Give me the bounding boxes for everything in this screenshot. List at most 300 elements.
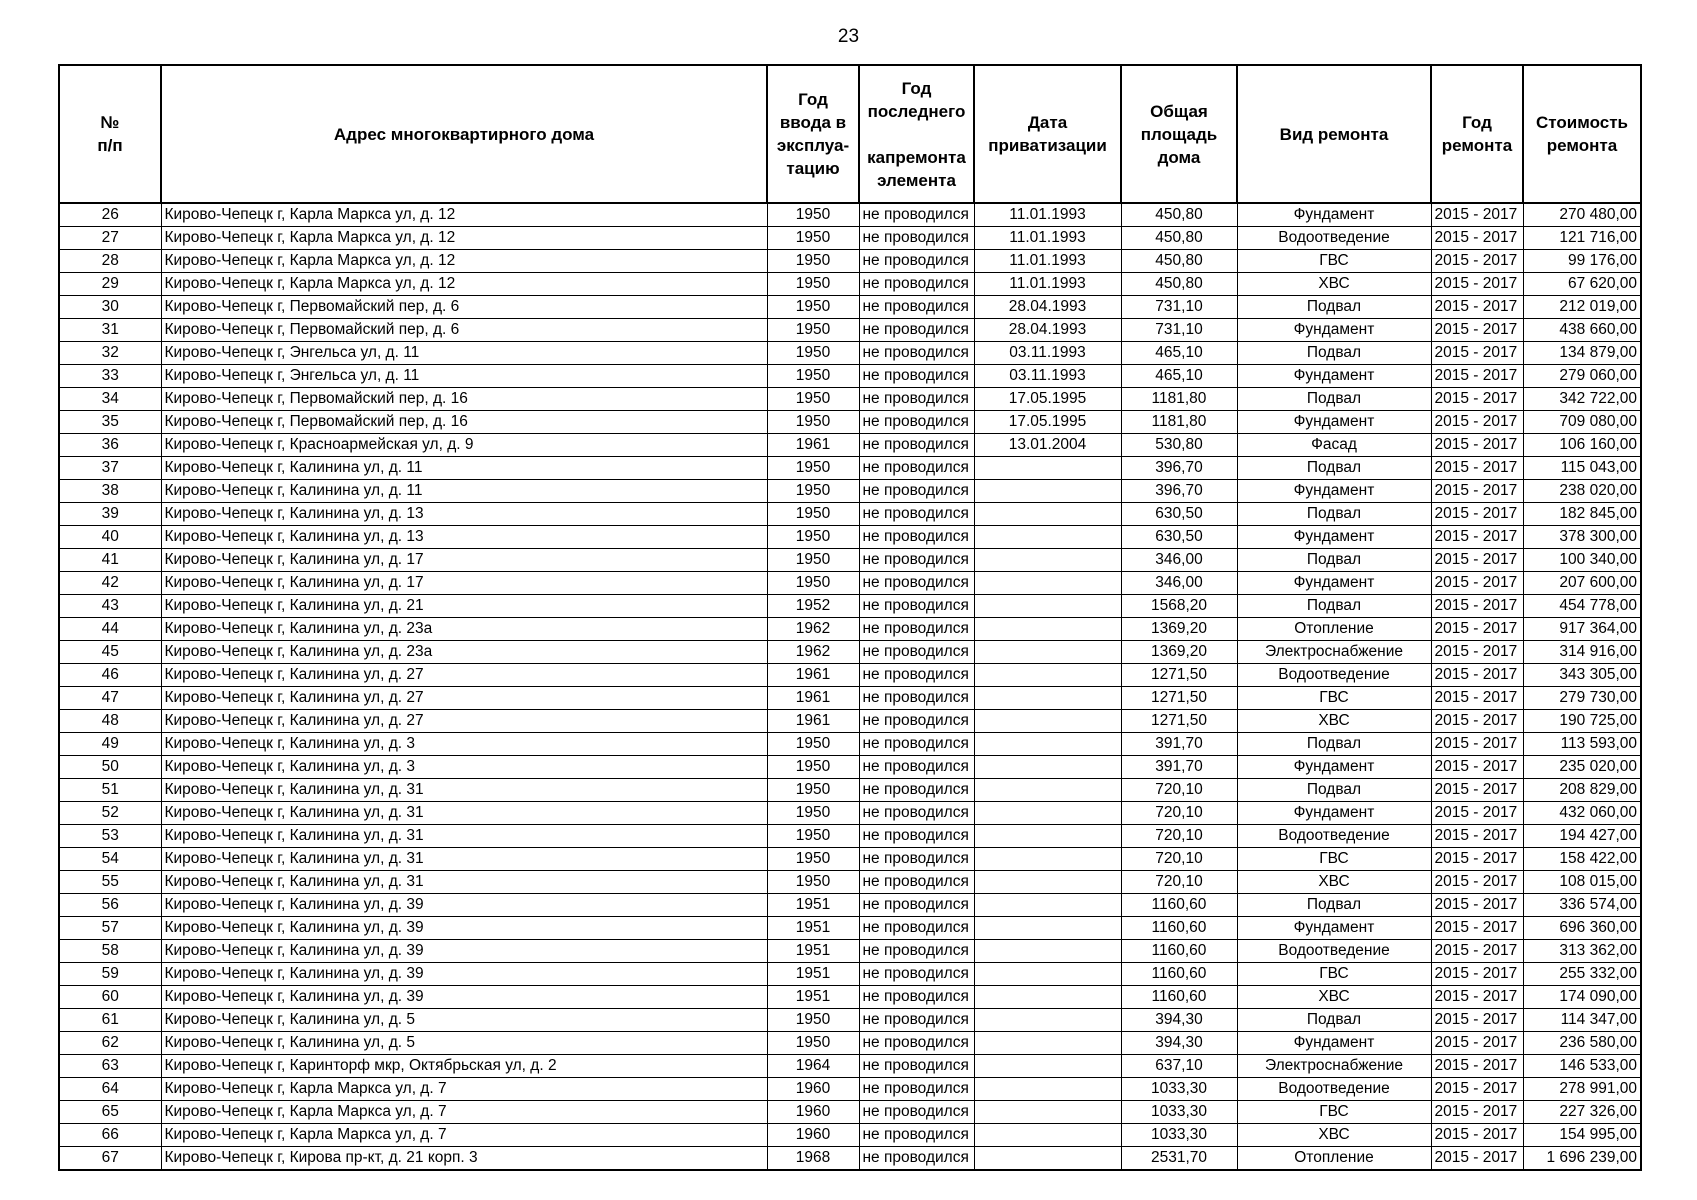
cell-area: 396,70 (1121, 480, 1237, 503)
cell-year-built: 1950 (767, 756, 859, 779)
cell-address: Кирово-Чепецк г, Калинина ул, д. 31 (161, 848, 767, 871)
cell-repair-type: Подвал (1237, 595, 1431, 618)
cell-year-built: 1951 (767, 963, 859, 986)
cell-year-built: 1961 (767, 710, 859, 733)
table-row (59, 848, 1641, 871)
cell-num: 65 (59, 1101, 161, 1124)
cell-num: 46 (59, 664, 161, 687)
cell-last-repair: не проводился (859, 203, 974, 227)
cell-repair-year: 2015 - 2017 (1431, 503, 1523, 526)
cell-year-built: 1951 (767, 940, 859, 963)
cell-repair-year: 2015 - 2017 (1431, 1147, 1523, 1171)
cell-repair-year: 2015 - 2017 (1431, 457, 1523, 480)
cell-repair-year: 2015 - 2017 (1431, 664, 1523, 687)
cell-num: 51 (59, 779, 161, 802)
cell-cost: 238 020,00 (1523, 480, 1641, 503)
cell-address: Кирово-Чепецк г, Калинина ул, д. 27 (161, 664, 767, 687)
cell-last-repair: не проводился (859, 250, 974, 273)
cell-address: Кирово-Чепецк г, Калинина ул, д. 13 (161, 503, 767, 526)
cell-privatization (974, 802, 1121, 825)
cell-repair-year: 2015 - 2017 (1431, 411, 1523, 434)
cell-repair-type: Подвал (1237, 296, 1431, 319)
table-row (59, 641, 1641, 664)
cell-privatization: 11.01.1993 (974, 203, 1121, 227)
cell-cost: 134 879,00 (1523, 342, 1641, 365)
cell-year-built: 1961 (767, 434, 859, 457)
cell-repair-type: ХВС (1237, 1124, 1431, 1147)
cell-num: 48 (59, 710, 161, 733)
cell-last-repair: не проводился (859, 848, 974, 871)
cell-cost: 227 326,00 (1523, 1101, 1641, 1124)
page-number: 23 (837, 26, 860, 47)
cell-privatization (974, 503, 1121, 526)
cell-privatization (974, 848, 1121, 871)
cell-last-repair: не проводился (859, 1078, 974, 1101)
header-repair-type: Вид ремонта (1237, 65, 1431, 203)
table-row (59, 1078, 1641, 1101)
cell-address: Кирово-Чепецк г, Калинина ул, д. 23а (161, 641, 767, 664)
cell-cost: 270 480,00 (1523, 203, 1641, 227)
cell-area: 394,30 (1121, 1009, 1237, 1032)
cell-num: 49 (59, 733, 161, 756)
cell-last-repair: не проводился (859, 687, 974, 710)
cell-num: 52 (59, 802, 161, 825)
cell-last-repair: не проводился (859, 802, 974, 825)
cell-repair-type: Фундамент (1237, 480, 1431, 503)
cell-cost: 154 995,00 (1523, 1124, 1641, 1147)
cell-year-built: 1950 (767, 848, 859, 871)
cell-area: 394,30 (1121, 1032, 1237, 1055)
cell-repair-year: 2015 - 2017 (1431, 1124, 1523, 1147)
cell-last-repair: не проводился (859, 480, 974, 503)
cell-address: Кирово-Чепецк г, Карла Маркса ул, д. 7 (161, 1101, 767, 1124)
cell-repair-year: 2015 - 2017 (1431, 710, 1523, 733)
table-row (59, 917, 1641, 940)
cell-last-repair: не проводился (859, 296, 974, 319)
cell-privatization: 28.04.1993 (974, 319, 1121, 342)
cell-privatization (974, 1055, 1121, 1078)
cell-address: Кирово-Чепецк г, Калинина ул, д. 11 (161, 457, 767, 480)
header-row (59, 65, 1641, 203)
cell-num: 27 (59, 227, 161, 250)
cell-cost: 208 829,00 (1523, 779, 1641, 802)
cell-area: 1033,30 (1121, 1101, 1237, 1124)
cell-address: Кирово-Чепецк г, Карла Маркса ул, д. 12 (161, 227, 767, 250)
cell-area: 1271,50 (1121, 710, 1237, 733)
cell-address: Кирово-Чепецк г, Карла Маркса ул, д. 12 (161, 203, 767, 227)
cell-address: Кирово-Чепецк г, Калинина ул, д. 39 (161, 986, 767, 1009)
cell-year-built: 1950 (767, 733, 859, 756)
cell-cost: 255 332,00 (1523, 963, 1641, 986)
cell-cost: 709 080,00 (1523, 411, 1641, 434)
cell-repair-type: Подвал (1237, 549, 1431, 572)
cell-repair-year: 2015 - 2017 (1431, 388, 1523, 411)
cell-area: 1369,20 (1121, 618, 1237, 641)
cell-repair-type: Водоотведение (1237, 1078, 1431, 1101)
cell-repair-year: 2015 - 2017 (1431, 1078, 1523, 1101)
cell-repair-year: 2015 - 2017 (1431, 871, 1523, 894)
table-row (59, 871, 1641, 894)
cell-year-built: 1950 (767, 572, 859, 595)
cell-num: 42 (59, 572, 161, 595)
cell-privatization (974, 526, 1121, 549)
cell-repair-type: Подвал (1237, 388, 1431, 411)
cell-repair-type: Фундамент (1237, 802, 1431, 825)
cell-area: 396,70 (1121, 457, 1237, 480)
cell-area: 450,80 (1121, 273, 1237, 296)
cell-area: 346,00 (1121, 549, 1237, 572)
cell-last-repair: не проводился (859, 1124, 974, 1147)
table-row (59, 457, 1641, 480)
cell-repair-type: Фундамент (1237, 917, 1431, 940)
cell-num: 45 (59, 641, 161, 664)
cell-cost: 115 043,00 (1523, 457, 1641, 480)
cell-repair-type: Фасад (1237, 434, 1431, 457)
table-row (59, 388, 1641, 411)
cell-address: Кирово-Чепецк г, Калинина ул, д. 3 (161, 756, 767, 779)
table-row (59, 526, 1641, 549)
cell-area: 1181,80 (1121, 411, 1237, 434)
cell-repair-type: Подвал (1237, 342, 1431, 365)
cell-repair-type: Подвал (1237, 457, 1431, 480)
cell-area: 1271,50 (1121, 664, 1237, 687)
cell-address: Кирово-Чепецк г, Калинина ул, д. 31 (161, 779, 767, 802)
cell-cost: 279 730,00 (1523, 687, 1641, 710)
cell-year-built: 1964 (767, 1055, 859, 1078)
cell-last-repair: не проводился (859, 273, 974, 296)
cell-num: 31 (59, 319, 161, 342)
cell-num: 40 (59, 526, 161, 549)
cell-address: Кирово-Чепецк г, Калинина ул, д. 23а (161, 618, 767, 641)
cell-repair-type: Отопление (1237, 1147, 1431, 1171)
cell-repair-type: Водоотведение (1237, 664, 1431, 687)
cell-year-built: 1950 (767, 871, 859, 894)
cell-cost: 174 090,00 (1523, 986, 1641, 1009)
table-row (59, 342, 1641, 365)
table-row (59, 503, 1641, 526)
cell-repair-type: Фундамент (1237, 411, 1431, 434)
cell-year-built: 1962 (767, 618, 859, 641)
cell-repair-year: 2015 - 2017 (1431, 480, 1523, 503)
cell-privatization (974, 963, 1121, 986)
cell-privatization (974, 641, 1121, 664)
cell-repair-year: 2015 - 2017 (1431, 227, 1523, 250)
cell-last-repair: не проводился (859, 457, 974, 480)
cell-repair-year: 2015 - 2017 (1431, 203, 1523, 227)
table-row (59, 986, 1641, 1009)
cell-last-repair: не проводился (859, 411, 974, 434)
cell-year-built: 1950 (767, 457, 859, 480)
cell-area: 1160,60 (1121, 894, 1237, 917)
cell-privatization (974, 1032, 1121, 1055)
cell-area: 720,10 (1121, 802, 1237, 825)
cell-last-repair: не проводился (859, 526, 974, 549)
table-row (59, 733, 1641, 756)
table-row (59, 365, 1641, 388)
cell-area: 391,70 (1121, 733, 1237, 756)
cell-privatization: 03.11.1993 (974, 365, 1121, 388)
cell-cost: 121 716,00 (1523, 227, 1641, 250)
cell-repair-type: Фундамент (1237, 365, 1431, 388)
cell-year-built: 1950 (767, 549, 859, 572)
table-row (59, 572, 1641, 595)
cell-privatization (974, 710, 1121, 733)
cell-num: 43 (59, 595, 161, 618)
cell-privatization (974, 940, 1121, 963)
cell-address: Кирово-Чепецк г, Первомайский пер, д. 6 (161, 296, 767, 319)
cell-repair-year: 2015 - 2017 (1431, 687, 1523, 710)
cell-repair-type: ХВС (1237, 273, 1431, 296)
cell-year-built: 1951 (767, 986, 859, 1009)
cell-last-repair: не проводился (859, 503, 974, 526)
cell-last-repair: не проводился (859, 595, 974, 618)
cell-repair-type: ГВС (1237, 687, 1431, 710)
cell-num: 61 (59, 1009, 161, 1032)
cell-address: Кирово-Чепецк г, Калинина ул, д. 11 (161, 480, 767, 503)
table-row (59, 1032, 1641, 1055)
cell-year-built: 1960 (767, 1078, 859, 1101)
table-body (59, 203, 1641, 1170)
table-row (59, 273, 1641, 296)
cell-cost: 343 305,00 (1523, 664, 1641, 687)
cell-privatization (974, 1009, 1121, 1032)
cell-repair-year: 2015 - 2017 (1431, 986, 1523, 1009)
table-row (59, 1055, 1641, 1078)
cell-privatization (974, 1101, 1121, 1124)
cell-repair-type: Фундамент (1237, 756, 1431, 779)
cell-privatization: 13.01.2004 (974, 434, 1121, 457)
cell-cost: 106 160,00 (1523, 434, 1641, 457)
cell-cost: 236 580,00 (1523, 1032, 1641, 1055)
cell-num: 28 (59, 250, 161, 273)
cell-num: 47 (59, 687, 161, 710)
cell-last-repair: не проводился (859, 1055, 974, 1078)
cell-privatization (974, 664, 1121, 687)
cell-last-repair: не проводился (859, 664, 974, 687)
cell-cost: 207 600,00 (1523, 572, 1641, 595)
cell-year-built: 1950 (767, 250, 859, 273)
cell-area: 1160,60 (1121, 917, 1237, 940)
cell-year-built: 1950 (767, 1032, 859, 1055)
cell-address: Кирово-Чепецк г, Первомайский пер, д. 6 (161, 319, 767, 342)
cell-area: 731,10 (1121, 319, 1237, 342)
cell-num: 34 (59, 388, 161, 411)
cell-area: 450,80 (1121, 203, 1237, 227)
cell-num: 56 (59, 894, 161, 917)
cell-area: 1568,20 (1121, 595, 1237, 618)
cell-last-repair: не проводился (859, 871, 974, 894)
cell-repair-type: Фундамент (1237, 319, 1431, 342)
cell-last-repair: не проводился (859, 365, 974, 388)
cell-address: Кирово-Чепецк г, Калинина ул, д. 17 (161, 572, 767, 595)
table-row (59, 710, 1641, 733)
cell-privatization: 11.01.1993 (974, 227, 1121, 250)
cell-year-built: 1950 (767, 273, 859, 296)
header-repair-year: Год ремонта (1431, 65, 1523, 203)
cell-num: 44 (59, 618, 161, 641)
cell-last-repair: не проводился (859, 779, 974, 802)
table-row (59, 549, 1641, 572)
cell-num: 63 (59, 1055, 161, 1078)
cell-privatization: 11.01.1993 (974, 273, 1121, 296)
cell-num: 54 (59, 848, 161, 871)
cell-repair-year: 2015 - 2017 (1431, 365, 1523, 388)
cell-repair-year: 2015 - 2017 (1431, 250, 1523, 273)
cell-repair-year: 2015 - 2017 (1431, 733, 1523, 756)
cell-cost: 146 533,00 (1523, 1055, 1641, 1078)
table-row (59, 434, 1641, 457)
cell-cost: 454 778,00 (1523, 595, 1641, 618)
cell-privatization (974, 480, 1121, 503)
cell-repair-type: Фундамент (1237, 203, 1431, 227)
cell-address: Кирово-Чепецк г, Красноармейская ул, д. 9 (161, 434, 767, 457)
cell-num: 37 (59, 457, 161, 480)
cell-num: 55 (59, 871, 161, 894)
cell-repair-year: 2015 - 2017 (1431, 1009, 1523, 1032)
cell-year-built: 1950 (767, 342, 859, 365)
cell-year-built: 1950 (767, 779, 859, 802)
cell-repair-year: 2015 - 2017 (1431, 641, 1523, 664)
cell-last-repair: не проводился (859, 894, 974, 917)
cell-address: Кирово-Чепецк г, Калинина ул, д. 3 (161, 733, 767, 756)
header-area: Общая площадь дома (1121, 65, 1237, 203)
cell-cost: 182 845,00 (1523, 503, 1641, 526)
cell-num: 41 (59, 549, 161, 572)
cell-cost: 1 696 239,00 (1523, 1147, 1641, 1171)
cell-privatization (974, 756, 1121, 779)
cell-area: 720,10 (1121, 825, 1237, 848)
cell-repair-type: Электроснабжение (1237, 1055, 1431, 1078)
cell-num: 36 (59, 434, 161, 457)
cell-area: 465,10 (1121, 365, 1237, 388)
cell-repair-type: Электроснабжение (1237, 641, 1431, 664)
header-address: Адрес многоквартирного дома (161, 65, 767, 203)
cell-last-repair: не проводился (859, 986, 974, 1009)
cell-privatization: 11.01.1993 (974, 250, 1121, 273)
cell-repair-year: 2015 - 2017 (1431, 1055, 1523, 1078)
cell-area: 720,10 (1121, 871, 1237, 894)
cell-year-built: 1961 (767, 664, 859, 687)
cell-repair-year: 2015 - 2017 (1431, 618, 1523, 641)
cell-cost: 432 060,00 (1523, 802, 1641, 825)
cell-area: 630,50 (1121, 526, 1237, 549)
cell-area: 530,80 (1121, 434, 1237, 457)
cell-year-built: 1960 (767, 1124, 859, 1147)
cell-year-built: 1950 (767, 802, 859, 825)
cell-cost: 99 176,00 (1523, 250, 1641, 273)
cell-repair-type: ГВС (1237, 250, 1431, 273)
cell-address: Кирово-Чепецк г, Карла Маркса ул, д. 12 (161, 250, 767, 273)
table-row (59, 756, 1641, 779)
cell-address: Кирово-Чепецк г, Энгельса ул, д. 11 (161, 342, 767, 365)
cell-privatization: 28.04.1993 (974, 296, 1121, 319)
table-row (59, 687, 1641, 710)
header-num: № п/п (59, 65, 161, 203)
cell-privatization (974, 1124, 1121, 1147)
cell-area: 391,70 (1121, 756, 1237, 779)
cell-privatization (974, 595, 1121, 618)
cell-privatization (974, 894, 1121, 917)
cell-year-built: 1950 (767, 203, 859, 227)
cell-area: 1033,30 (1121, 1124, 1237, 1147)
cell-address: Кирово-Чепецк г, Калинина ул, д. 31 (161, 825, 767, 848)
cell-last-repair: не проводился (859, 342, 974, 365)
cell-repair-year: 2015 - 2017 (1431, 779, 1523, 802)
cell-cost: 114 347,00 (1523, 1009, 1641, 1032)
cell-year-built: 1952 (767, 595, 859, 618)
table-row (59, 940, 1641, 963)
cell-last-repair: не проводился (859, 618, 974, 641)
cell-num: 53 (59, 825, 161, 848)
cell-repair-year: 2015 - 2017 (1431, 848, 1523, 871)
cell-cost: 378 300,00 (1523, 526, 1641, 549)
cell-address: Кирово-Чепецк г, Калинина ул, д. 39 (161, 940, 767, 963)
cell-address: Кирово-Чепецк г, Кирова пр-кт, д. 21 корп. 3 (161, 1147, 767, 1171)
cell-cost: 438 660,00 (1523, 319, 1641, 342)
cell-num: 39 (59, 503, 161, 526)
cell-cost: 108 015,00 (1523, 871, 1641, 894)
table-row (59, 618, 1641, 641)
cell-address: Кирово-Чепецк г, Калинина ул, д. 5 (161, 1032, 767, 1055)
cell-year-built: 1950 (767, 480, 859, 503)
cell-repair-year: 2015 - 2017 (1431, 894, 1523, 917)
cell-last-repair: не проводился (859, 641, 974, 664)
cell-address: Кирово-Чепецк г, Калинина ул, д. 17 (161, 549, 767, 572)
cell-last-repair: не проводился (859, 1009, 974, 1032)
cell-address: Кирово-Чепецк г, Карла Маркса ул, д. 7 (161, 1078, 767, 1101)
cell-privatization: 17.05.1995 (974, 388, 1121, 411)
cell-repair-year: 2015 - 2017 (1431, 756, 1523, 779)
cell-repair-year: 2015 - 2017 (1431, 1101, 1523, 1124)
header-last-repair: Год последнего капремонта элемента (859, 65, 974, 203)
cell-privatization: 17.05.1995 (974, 411, 1121, 434)
cell-num: 50 (59, 756, 161, 779)
cell-last-repair: не проводился (859, 963, 974, 986)
cell-last-repair: не проводился (859, 825, 974, 848)
table-row (59, 411, 1641, 434)
cell-num: 57 (59, 917, 161, 940)
cell-area: 630,50 (1121, 503, 1237, 526)
cell-repair-type: Отопление (1237, 618, 1431, 641)
cell-privatization (974, 733, 1121, 756)
cell-cost: 235 020,00 (1523, 756, 1641, 779)
cell-cost: 100 340,00 (1523, 549, 1641, 572)
cell-num: 33 (59, 365, 161, 388)
table-row (59, 203, 1641, 227)
cell-last-repair: не проводился (859, 319, 974, 342)
cell-num: 64 (59, 1078, 161, 1101)
cell-privatization (974, 687, 1121, 710)
cell-cost: 190 725,00 (1523, 710, 1641, 733)
cell-cost: 278 991,00 (1523, 1078, 1641, 1101)
cell-last-repair: не проводился (859, 388, 974, 411)
cell-num: 38 (59, 480, 161, 503)
cell-repair-year: 2015 - 2017 (1431, 296, 1523, 319)
cell-repair-type: Подвал (1237, 1009, 1431, 1032)
table-row (59, 296, 1641, 319)
cell-year-built: 1950 (767, 825, 859, 848)
cell-repair-type: Фундамент (1237, 1032, 1431, 1055)
cell-cost: 279 060,00 (1523, 365, 1641, 388)
cell-repair-type: Водоотведение (1237, 940, 1431, 963)
cell-repair-year: 2015 - 2017 (1431, 273, 1523, 296)
cell-repair-type: ХВС (1237, 710, 1431, 733)
cell-num: 62 (59, 1032, 161, 1055)
cell-area: 1160,60 (1121, 963, 1237, 986)
cell-address: Кирово-Чепецк г, Калинина ул, д. 39 (161, 894, 767, 917)
cell-privatization (974, 986, 1121, 1009)
cell-repair-type: ГВС (1237, 848, 1431, 871)
